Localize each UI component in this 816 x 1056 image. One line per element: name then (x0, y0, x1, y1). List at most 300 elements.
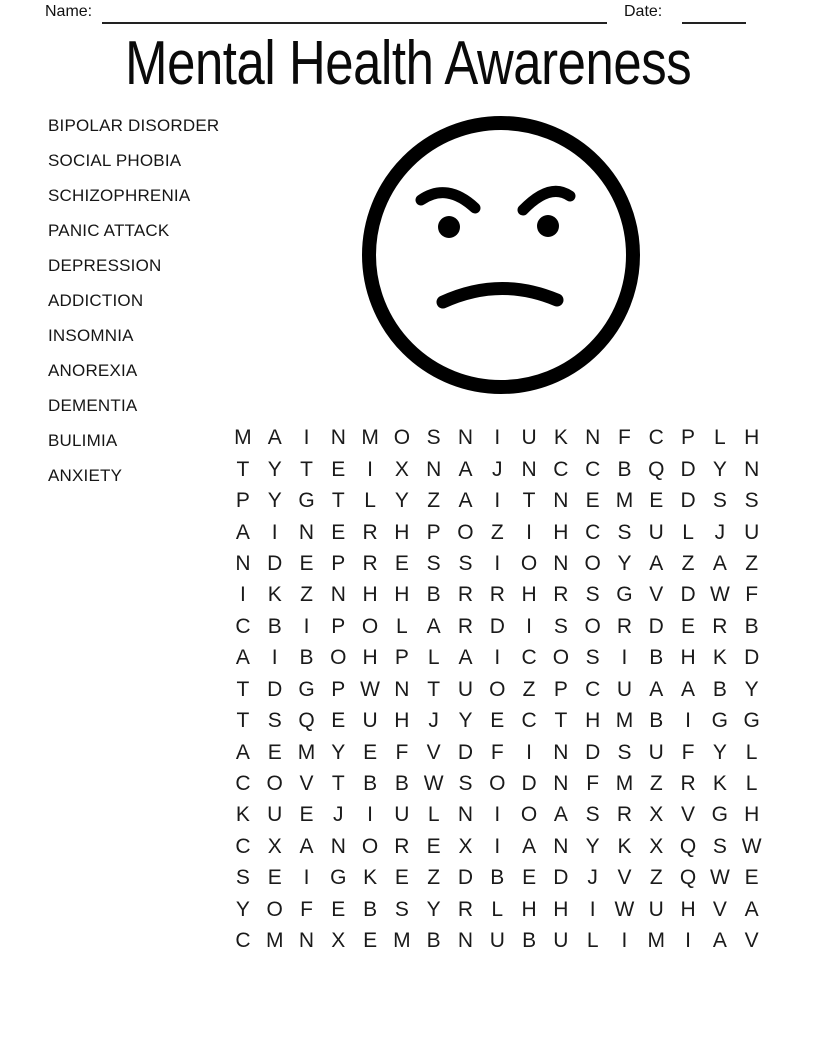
grid-cell: I (303, 614, 310, 638)
grid-cell: N (553, 740, 569, 764)
grid-cell: A (744, 897, 759, 921)
grid-cell: Z (681, 551, 695, 575)
grid-cell: Z (745, 551, 759, 575)
grid-cell: R (362, 551, 378, 575)
grid-cell: Z (649, 866, 663, 890)
grid-cell: E (331, 457, 346, 481)
grid-cell: K (235, 803, 250, 827)
grid-cell: Y (712, 740, 727, 764)
word-list-item: BULIMIA (48, 431, 118, 450)
grid-cell: G (711, 803, 729, 827)
grid-cell: R (616, 614, 633, 638)
grid-cell: O (266, 897, 283, 921)
grid-cell: A (235, 520, 250, 544)
word-list-item: DEMENTIA (48, 396, 138, 415)
grid-cell: Y (235, 897, 250, 921)
grid-cell: A (458, 489, 473, 513)
grid-cell: M (647, 929, 665, 953)
grid-cell: B (649, 709, 664, 733)
grid-cell: U (616, 677, 633, 701)
grid-cell: Y (426, 897, 441, 921)
grid-cell: T (522, 489, 536, 513)
grid-cell: H (680, 897, 696, 921)
grid-cell: R (457, 897, 474, 921)
grid-cell: C (235, 834, 251, 858)
grid-cell: H (362, 646, 378, 670)
grid-cell: I (494, 489, 501, 513)
grid-cell: Y (267, 457, 282, 481)
grid-cell: V (426, 740, 441, 764)
grid-cell: T (427, 677, 441, 701)
grid-cell: L (491, 897, 504, 921)
grid-cell: S (617, 740, 632, 764)
grid-cell: V (649, 583, 664, 607)
grid-cell: B (712, 677, 727, 701)
grid-cell: J (587, 866, 598, 890)
grid-cell: V (744, 929, 759, 953)
grid-cell: X (331, 929, 346, 953)
grid-cell: L (586, 929, 599, 953)
grid-cell: H (744, 426, 760, 450)
grid-cell: M (393, 929, 411, 953)
date-blank-line (682, 6, 746, 24)
grid-cell: H (553, 520, 569, 544)
grid-cell: P (394, 646, 409, 670)
grid-cell: P (235, 489, 250, 513)
grid-cell: T (300, 457, 313, 481)
grid-cell: R (489, 583, 505, 607)
grid-cell: E (681, 614, 696, 638)
grid-cell: Q (679, 834, 697, 858)
grid-cell: S (394, 897, 409, 921)
grid-cell: T (331, 772, 345, 796)
grid-cell: E (522, 866, 537, 890)
grid-cell: S (235, 866, 250, 890)
grid-cell: D (680, 583, 696, 607)
grid-cell: O (520, 551, 538, 575)
grid-cell: M (234, 426, 252, 450)
grid-cell: W (423, 772, 444, 796)
grid-cell: N (235, 551, 251, 575)
grid-cell: P (553, 677, 568, 701)
grid-cell: U (553, 929, 569, 953)
grid-cell: Z (427, 866, 441, 890)
grid-cell: U (489, 929, 505, 953)
grid-cell: I (271, 646, 278, 670)
grid-cell: W (614, 897, 635, 921)
right-eye (537, 215, 559, 237)
grid-cell: O (330, 646, 347, 670)
grid-cell: K (267, 583, 282, 607)
grid-cell: O (584, 614, 601, 638)
date-label: Date: (624, 3, 663, 20)
grid-cell: M (615, 489, 634, 513)
grid-cell: D (457, 740, 474, 764)
grid-cell: O (393, 426, 411, 450)
grid-cell: I (303, 426, 310, 450)
grid-cell: I (239, 583, 246, 607)
grid-cell: F (490, 740, 504, 764)
grid-cell: P (681, 426, 696, 450)
grid-cell: N (330, 426, 346, 450)
grid-cell: E (267, 866, 282, 890)
grid-cell: I (589, 897, 596, 921)
grid-cell: Q (648, 457, 665, 481)
grid-cell: I (494, 834, 501, 858)
grid-cell: T (331, 489, 345, 513)
grid-cell: I (271, 520, 278, 544)
grid-cell: J (714, 520, 726, 544)
grid-cell: L (396, 614, 408, 638)
grid-cell: S (585, 646, 600, 670)
grid-cell: G (616, 583, 633, 607)
grid-cell: E (394, 866, 409, 890)
word-search-grid (227, 422, 768, 956)
grid-cell: B (363, 897, 378, 921)
grid-cell: A (458, 457, 473, 481)
grid-cell: O (489, 677, 506, 701)
grid-cell: I (303, 866, 310, 890)
grid-cell: U (394, 803, 410, 827)
grid-cell: B (522, 929, 537, 953)
grid-cell: L (714, 426, 726, 450)
grid-cell: D (267, 551, 283, 575)
grid-cell: N (457, 426, 474, 450)
grid-cell: I (494, 551, 501, 575)
grid-cell: Y (458, 709, 473, 733)
grid-cell: S (617, 520, 632, 544)
grid-cell: D (521, 772, 537, 796)
grid-cell: P (426, 520, 441, 544)
grid-cell: H (362, 583, 378, 607)
grid-cell: P (331, 551, 346, 575)
grid-cell: I (494, 646, 501, 670)
grid-cell: D (489, 614, 505, 638)
grid-cell: W (709, 866, 730, 890)
grid-cell: I (526, 520, 532, 544)
grid-cell: A (712, 551, 727, 575)
grid-cell: J (333, 803, 344, 827)
grid-cell: M (361, 426, 379, 450)
grid-cell: B (490, 866, 505, 890)
grid-cell: N (330, 834, 346, 858)
grid-cell: L (427, 646, 440, 670)
grid-cell: Z (427, 489, 441, 513)
grid-cell: S (458, 772, 473, 796)
grid-cell: K (712, 646, 727, 670)
grid-cell: I (494, 803, 501, 827)
grid-cell: M (615, 709, 634, 733)
grid-cell: N (585, 426, 601, 450)
grid-cell: W (709, 583, 730, 607)
grid-cell: A (235, 740, 250, 764)
grid-cell: Q (298, 709, 315, 733)
grid-cell: O (552, 646, 570, 670)
grid-cell: H (394, 583, 410, 607)
grid-cell: V (299, 772, 314, 796)
grid-cell: S (585, 803, 600, 827)
grid-cell: I (621, 929, 628, 953)
grid-cell: U (521, 426, 537, 450)
grid-cell: F (745, 583, 759, 607)
grid-cell: H (680, 646, 696, 670)
grid-cell: Z (522, 677, 536, 701)
grid-cell: D (267, 677, 283, 701)
grid-cell: R (457, 583, 474, 607)
grid-cell: X (649, 803, 664, 827)
name-blank-line (102, 6, 607, 24)
grid-cell: B (617, 457, 632, 481)
word-list-item: INSOMNIA (48, 326, 134, 345)
grid-cell: K (363, 866, 378, 890)
grid-cell: B (649, 646, 664, 670)
grid-cell: X (267, 834, 282, 858)
grid-cell: C (235, 929, 251, 953)
grid-cell: O (584, 551, 601, 575)
grid-cell: Y (267, 489, 282, 513)
grid-cell: C (235, 772, 251, 796)
grid-cell: N (521, 457, 537, 481)
grid-cell: S (267, 709, 282, 733)
grid-cell: B (267, 614, 282, 638)
grid-cell: G (743, 709, 760, 733)
grid-cell: U (457, 677, 474, 701)
grid-cell: S (553, 614, 568, 638)
grid-cell: H (521, 897, 537, 921)
grid-cell: S (426, 551, 441, 575)
grid-cell: Y (331, 740, 346, 764)
grid-cell: T (554, 709, 568, 733)
grid-cell: R (680, 772, 696, 796)
grid-cell: D (744, 646, 760, 670)
grid-cell: F (300, 897, 313, 921)
grid-cell: N (457, 803, 474, 827)
grid-cell: E (649, 489, 664, 513)
grid-cell: X (394, 457, 409, 481)
grid-cell: N (457, 929, 474, 953)
grid-cell: T (236, 457, 250, 481)
grid-cell: Y (617, 551, 632, 575)
grid-cell: B (744, 614, 759, 638)
grid-cell: H (744, 803, 760, 827)
grid-cell: L (682, 520, 694, 544)
sad-face-icon (355, 108, 647, 404)
grid-cell: A (649, 551, 664, 575)
grid-cell: O (361, 614, 379, 638)
grid-cell: A (458, 646, 473, 670)
grid-cell: H (394, 709, 410, 733)
grid-cell: I (685, 709, 691, 733)
word-list-item: BIPOLAR DISORDER (48, 116, 220, 135)
word-list-item: ANOREXIA (48, 361, 138, 380)
grid-cell: U (648, 520, 664, 544)
grid-cell: W (360, 677, 380, 701)
grid-cell: X (458, 834, 473, 858)
grid-cell: N (553, 489, 569, 513)
grid-cell: I (494, 426, 501, 450)
grid-cell: I (526, 614, 532, 638)
grid-cell: S (712, 834, 727, 858)
grid-cell: C (521, 709, 537, 733)
grid-cell: V (617, 866, 632, 890)
grid-cell: A (267, 426, 282, 450)
grid-cell: S (426, 426, 441, 450)
grid-cell: F (586, 772, 600, 796)
grid-cell: O (457, 520, 474, 544)
grid-cell: R (362, 520, 378, 544)
grid-cell: I (526, 740, 532, 764)
grid-cell: B (299, 646, 314, 670)
grid-cell: M (615, 772, 634, 796)
grid-cell: H (394, 520, 410, 544)
grid-cell: Z (649, 772, 663, 796)
grid-cell: E (299, 551, 314, 575)
word-list-item: ADDICTION (48, 291, 144, 310)
grid-cell: N (298, 520, 315, 544)
grid-cell: J (492, 457, 503, 481)
grid-cell: E (331, 897, 346, 921)
puzzle-title (0, 29, 816, 98)
puzzle-title-text: Mental Health Awareness (124, 29, 692, 98)
grid-cell: N (553, 772, 569, 796)
grid-cell: B (426, 929, 441, 953)
grid-cell: C (585, 457, 601, 481)
grid-cell: I (367, 803, 373, 827)
grid-cell: E (426, 834, 441, 858)
grid-cell: E (299, 803, 314, 827)
grid-cell: Y (394, 489, 409, 513)
grid-cell: O (361, 834, 379, 858)
grid-cell: S (712, 489, 727, 513)
face-outline (369, 123, 633, 387)
grid-cell: U (648, 740, 664, 764)
grid-cell: W (741, 834, 762, 858)
word-list-item: SCHIZOPHRENIA (48, 186, 191, 205)
grid-cell: B (394, 772, 409, 796)
grid-cell: D (553, 866, 569, 890)
grid-cell: H (585, 709, 601, 733)
grid-cell: C (585, 677, 601, 701)
grid-cell: E (394, 551, 409, 575)
grid-cell: C (521, 646, 537, 670)
grid-cell: N (553, 551, 569, 575)
grid-cell: E (267, 740, 282, 764)
grid-cell: Z (300, 583, 313, 607)
grid-cell: L (427, 803, 440, 827)
grid-cell: X (649, 834, 664, 858)
grid-cell: N (553, 834, 569, 858)
grid-cell: K (617, 834, 632, 858)
grid-cell: H (521, 583, 537, 607)
grid-cell: T (236, 709, 250, 733)
grid-cell: N (298, 929, 315, 953)
grid-cell: D (680, 457, 696, 481)
grid-cell: B (363, 772, 378, 796)
grid-cell: I (367, 457, 373, 481)
grid-cell: F (395, 740, 409, 764)
grid-cell: R (457, 614, 474, 638)
grid-cell: C (585, 520, 601, 544)
grid-cell: G (298, 677, 315, 701)
word-list-item: DEPRESSION (48, 256, 162, 275)
grid-cell: S (458, 551, 473, 575)
grid-cell: P (331, 677, 346, 701)
grid-cell: Z (490, 520, 504, 544)
grid-cell: M (265, 929, 284, 953)
grid-cell: R (616, 803, 633, 827)
grid-cell: D (585, 740, 601, 764)
grid-cell: A (649, 677, 664, 701)
grid-cell: Y (712, 457, 727, 481)
word-list-item: PANIC ATTACK (48, 221, 170, 240)
grid-cell: K (712, 772, 727, 796)
grid-cell: A (712, 929, 727, 953)
grid-cell: B (426, 583, 441, 607)
grid-cell: E (331, 520, 346, 544)
grid-cell: S (744, 489, 759, 513)
grid-cell: D (648, 614, 664, 638)
grid-cell: E (363, 740, 378, 764)
grid-cell: P (331, 614, 346, 638)
grid-cell: A (681, 677, 696, 701)
grid-cell: E (585, 489, 600, 513)
grid-cell: M (297, 740, 316, 764)
grid-cell: E (490, 709, 505, 733)
grid-cell: H (553, 897, 569, 921)
grid-cell: U (744, 520, 760, 544)
word-list (48, 117, 219, 502)
grid-cell: N (426, 457, 442, 481)
left-eye (438, 216, 460, 238)
word-list-item: ANXIETY (48, 466, 123, 485)
grid-cell: E (363, 929, 378, 953)
grid-cell: Y (585, 834, 600, 858)
grid-cell: E (331, 709, 346, 733)
grid-cell: G (330, 866, 347, 890)
grid-cell: A (522, 834, 537, 858)
grid-cell: S (585, 583, 600, 607)
grid-cell: C (648, 426, 664, 450)
grid-cell: N (394, 677, 410, 701)
grid-cell: E (744, 866, 759, 890)
grid-cell: V (712, 897, 727, 921)
grid-cell: F (618, 426, 631, 450)
grid-cell: R (394, 834, 410, 858)
grid-cell: L (364, 489, 376, 513)
grid-cell: A (299, 834, 314, 858)
word-list-item: SOCIAL PHOBIA (48, 151, 182, 170)
grid-cell: L (745, 772, 758, 796)
grid-cell: Y (744, 677, 759, 701)
grid-cell: F (681, 740, 695, 764)
grid-cell: V (681, 803, 696, 827)
name-label: Name: (45, 3, 93, 20)
grid-cell: O (489, 772, 506, 796)
grid-cell: T (236, 677, 250, 701)
grid-cell: C (553, 457, 569, 481)
grid-cell: D (680, 489, 696, 513)
grid-cell: N (330, 583, 346, 607)
grid-cell: G (298, 489, 315, 513)
grid-cell: C (235, 614, 251, 638)
grid-cell: O (520, 803, 538, 827)
grid-cell: U (362, 709, 378, 733)
grid-cell: G (711, 709, 729, 733)
grid-cell: Q (679, 866, 697, 890)
grid-cell: A (553, 803, 568, 827)
grid-cell: A (426, 614, 441, 638)
grid-cell: I (685, 929, 691, 953)
